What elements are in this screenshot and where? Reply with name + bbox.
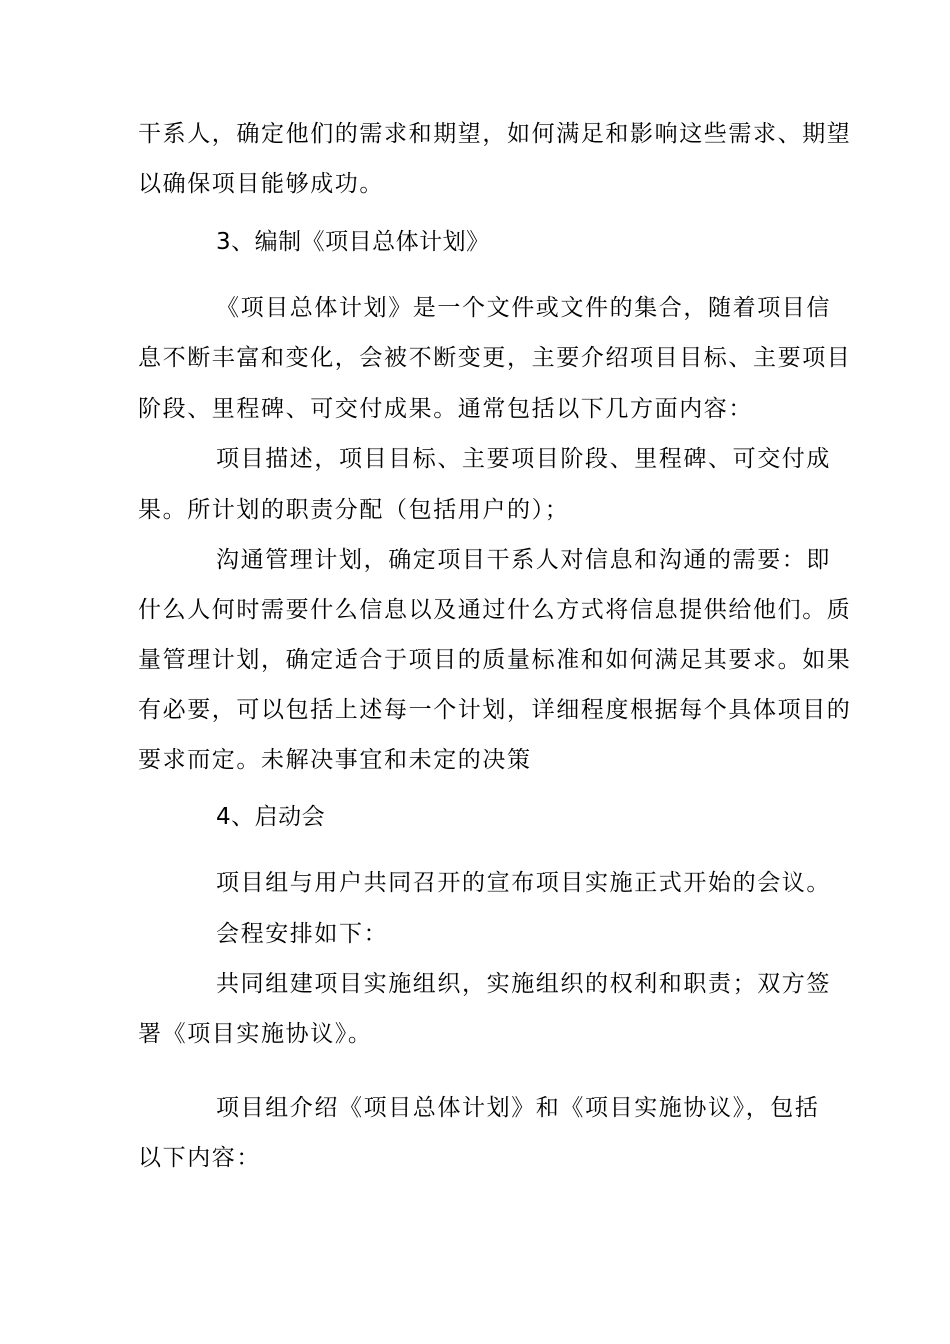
paragraph-line: 干系人，确定他们的需求和期望，如何满足和影响这些需求、期望 — [138, 121, 852, 147]
paragraph-line: 息不断丰富和变化，会被不断变更，主要介绍项目目标、主要项目 — [138, 345, 852, 371]
paragraph-line: 共同组建项目实施组织，实施组织的权利和职责；双方签 — [216, 971, 831, 997]
paragraph-line: 有必要，可以包括上述每一个计划，详细程度根据每个具体项目的 — [138, 697, 852, 723]
paragraph-line: 阶段、里程碑、可交付成果。通常包括以下几方面内容： — [138, 396, 753, 422]
paragraph-line: 项目组介绍《项目总体计划》和《项目实施协议》，包括 — [216, 1095, 820, 1121]
paragraph-line: 果。所计划的职责分配（包括用户的）； — [138, 497, 570, 523]
paragraph-line: 什么人何时需要什么信息以及通过什么方式将信息提供给他们。质 — [138, 597, 852, 623]
paragraph-line: 项目组与用户共同召开的宣布项目实施正式开始的会议。 — [216, 870, 831, 896]
paragraph-line: 量管理计划，确定适合于项目的质量标准和如何满足其要求。如果 — [138, 647, 852, 673]
paragraph-line: 项目描述，项目目标、主要项目阶段、里程碑、可交付成 — [216, 446, 831, 472]
section-heading: 4、启动会 — [216, 804, 326, 830]
paragraph-line: 署《项目实施协议》。 — [138, 1021, 373, 1047]
paragraph-line: 以确保项目能够成功。 — [138, 171, 384, 197]
paragraph-line: 要求而定。未解决事宜和未定的决策 — [138, 747, 532, 773]
paragraph-line: 沟通管理计划，确定项目干系人对信息和沟通的需要：即 — [216, 547, 831, 573]
paragraph-line: 《项目总体计划》是一个文件或文件的集合，随着项目信 — [216, 295, 831, 321]
paragraph-line: 以下内容： — [138, 1145, 261, 1171]
paragraph-line: 会程安排如下： — [216, 921, 389, 947]
section-heading: 3、编制《项目总体计划》 — [216, 229, 490, 255]
